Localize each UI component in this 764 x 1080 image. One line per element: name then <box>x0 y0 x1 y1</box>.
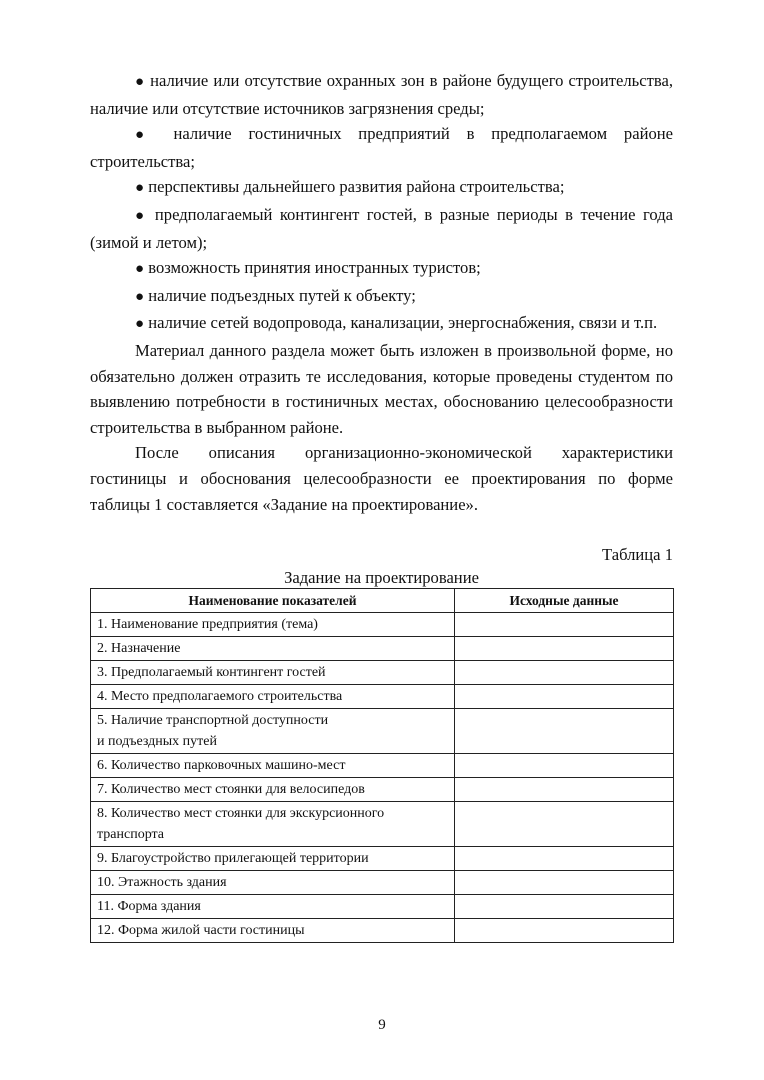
table-row <box>91 778 674 802</box>
bullet-item <box>90 310 673 338</box>
source-data-cell <box>455 754 674 778</box>
source-data-cell <box>455 802 674 847</box>
bullet-text: наличие сетей водопровода, канализации, энергоснабжения, связи и т.п. <box>148 313 658 333</box>
bullet-text: наличие гостиничных предприятий в предполагаемом районе строительства; <box>90 124 673 171</box>
source-data-cell <box>455 871 674 895</box>
bullet-icon: ● <box>135 261 145 278</box>
bullet-item <box>90 174 673 202</box>
source-data-cell <box>455 637 674 661</box>
bullet-item <box>90 121 673 174</box>
source-data-cell <box>455 661 674 685</box>
indicator-cell: 5. Наличие транспортной доступности и подъездных путей <box>91 709 455 754</box>
header-source-data: Исходные данные <box>455 589 674 613</box>
bullet-icon: ● <box>135 127 157 144</box>
header-indicators: Наименование показателей <box>91 589 455 613</box>
table-row <box>91 802 674 847</box>
bullet-text: возможность принятия иностранных туристов; <box>148 258 481 278</box>
design-task-table <box>90 588 674 943</box>
source-data-cell <box>455 613 674 637</box>
source-data-cell <box>455 919 674 943</box>
table-row <box>91 871 674 895</box>
bullet-icon: ● <box>135 316 145 333</box>
bullet-item <box>90 68 673 121</box>
bullet-icon: ● <box>135 288 145 305</box>
indicator-cell: 4. Место предполагаемого строительства <box>91 685 455 709</box>
indicator-cell: 6. Количество парковочных машино-мест <box>91 754 455 778</box>
bullet-text: наличие подъездных путей к объекту; <box>148 285 416 305</box>
table-row <box>91 661 674 685</box>
table-label: Таблица 1 <box>602 545 673 565</box>
indicator-cell: 9. Благоустройство прилегающей территории <box>91 847 455 871</box>
table-row <box>91 685 674 709</box>
bullet-icon: ● <box>135 207 148 224</box>
table-row <box>91 919 674 943</box>
table-row <box>91 754 674 778</box>
bullet-list <box>90 68 673 338</box>
bullet-item <box>90 202 673 255</box>
page-number: 9 <box>378 1017 386 1033</box>
source-data-cell <box>455 709 674 754</box>
indicator-cell: 11. Форма здания <box>91 895 455 919</box>
table-row <box>91 613 674 637</box>
bullet-text: перспективы дальнейшего развития района строительства; <box>148 177 565 197</box>
indicator-cell: 7. Количество мест стоянки для велосипедов <box>91 778 455 802</box>
table-header-row <box>91 589 674 613</box>
bullet-item <box>90 255 673 283</box>
source-data-cell <box>455 895 674 919</box>
bullet-text: наличие или отсутствие охранных зон в районе будущего строительства, наличие или отсутствие источников загрязнения среды; <box>90 71 673 118</box>
table-row <box>91 847 674 871</box>
table-title: Задание на проектирование <box>284 568 479 588</box>
bullet-icon: ● <box>135 180 145 197</box>
indicator-cell: 12. Форма жилой части гостиницы <box>91 919 455 943</box>
bullet-icon: ● <box>135 74 146 90</box>
source-data-cell <box>455 685 674 709</box>
bullet-item <box>90 283 673 311</box>
indicator-cell: 1. Наименование предприятия (тема) <box>91 613 455 637</box>
table-row <box>91 709 674 754</box>
source-data-cell <box>455 847 674 871</box>
indicator-cell: 10. Этажность здания <box>91 871 455 895</box>
indicator-cell: 3. Предполагаемый контингент гостей <box>91 661 455 685</box>
table-row <box>91 637 674 661</box>
source-data-cell <box>455 778 674 802</box>
body-paragraph: Материал данного раздела может быть изложен в произвольной форме, но обязательно должен отразить те исследования, которые проведены студентом по выявлению потребности в гостиничных местах, обоснованию целесообразности строительства в выбранном районе. <box>90 340 673 437</box>
bullet-text: предполагаемый контингент гостей, в разные периоды в течение года (зимой и летом); <box>90 204 674 252</box>
document-page <box>90 68 673 943</box>
indicator-cell: 8. Количество мест стоянки для экскурсионного транспорта <box>91 802 455 847</box>
table-row <box>91 895 674 919</box>
body-paragraph: После описания организационно-экономической характеристики гостиницы и обоснования целесообразности ее проектирования по форме таблицы 1 составляется «Задание на проектирование». <box>90 443 673 514</box>
indicator-cell: 2. Назначение <box>91 637 455 661</box>
